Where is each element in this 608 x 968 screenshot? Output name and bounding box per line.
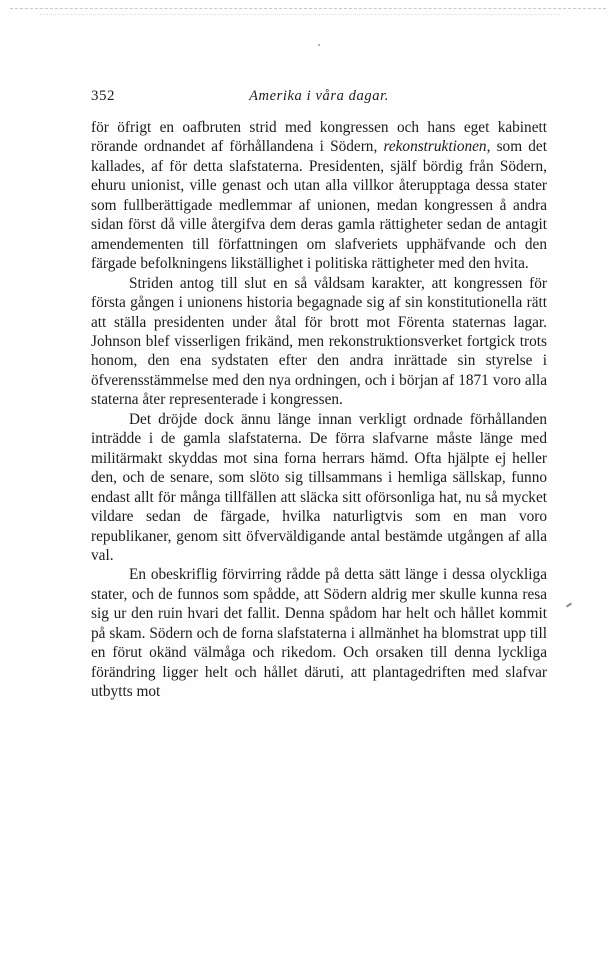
page-number: 352 xyxy=(91,88,115,104)
margin-mark xyxy=(566,602,572,607)
paragraph-1 xyxy=(91,118,547,274)
paragraph-3: Det dröjde dock ännu länge innan verkligt ordnade förhållanden inträdde i de gamla slafstaterna. De förra slafvarne måste länge med militärmakt skyddas mot sina forna herrars hämd. Ofta hjälpte ej heller den, och de senare, som slöto sig tillsammans i hemliga sällskap, funno endast allt för många tillfällen att släcka sitt oförsonliga hat, nu så mycket vildare sedan de färgade, hvilka naturligtvis som en man voro republikaner, genom sitt öfverväldigande antal bestämde utgången af alla val. xyxy=(91,410,547,564)
paragraph-1-end: , som det kallades, af för detta slafstaterna. Presidenten, själf bördig från Södern, ehuru unionist, ville genast och utan alla villkor återupptaga dessa stater som fullberättigade medlemmar af unionen, medan kongressen å andra sidan först då ville återgifva dem deras gamla rättigheter sedan de antagit amendementen till författningen om slafveriets upphäfvande och den färgade befolkningens likställighet i politiska rättigheter med den hvita. xyxy=(91,138,547,273)
page-header xyxy=(91,88,547,108)
running-title: Amerika i våra dagar. xyxy=(249,88,389,104)
paragraph-1-start: för öfrigt en oafbruten strid med kongressen och hans eget kabinett rörande ordnandet af förhållandena i Södern, xyxy=(91,119,547,156)
body-text xyxy=(91,118,547,702)
paragraph-2: Striden antog till slut en så våldsam karakter, att kongressen för första gången i unionens historia begagnade sig af sin konstitutionella rätt att ställa presidenten under åtal för brott mot Förenta staternas lagar. Johnson blef visserligen frikänd, men rekonstruktionsverket fortgick trots honom, den ena sydstaten efter den andra inrättade sin styrelse i öfverensstämmelse med den nya ordningen, och i början af 1871 voro alla staterna åter representerade i kongressen. xyxy=(91,274,547,409)
italic-term: rekonstruktionen xyxy=(383,138,487,156)
scan-speck xyxy=(318,44,320,46)
scan-edge-line xyxy=(10,8,606,9)
scan-edge-line-faint xyxy=(40,14,560,15)
paragraph-4: En obeskriflig förvirring rådde på detta sätt länge i dessa olyckliga stater, och de funnos som spådde, att Södern aldrig mer skulle kunna resa sig ur den ruin hvari det fallit. Denna spådom har helt och hållet kommit på skam. Södern och de forna slafstaterna i allmänhet ha blomstrat upp till en förut okänd välmåga och rikedom. Och orsaken till denna lyckliga förändring ligger helt och hållet däruti, att plantagedriften med slafvar utbytts mot xyxy=(91,566,547,701)
